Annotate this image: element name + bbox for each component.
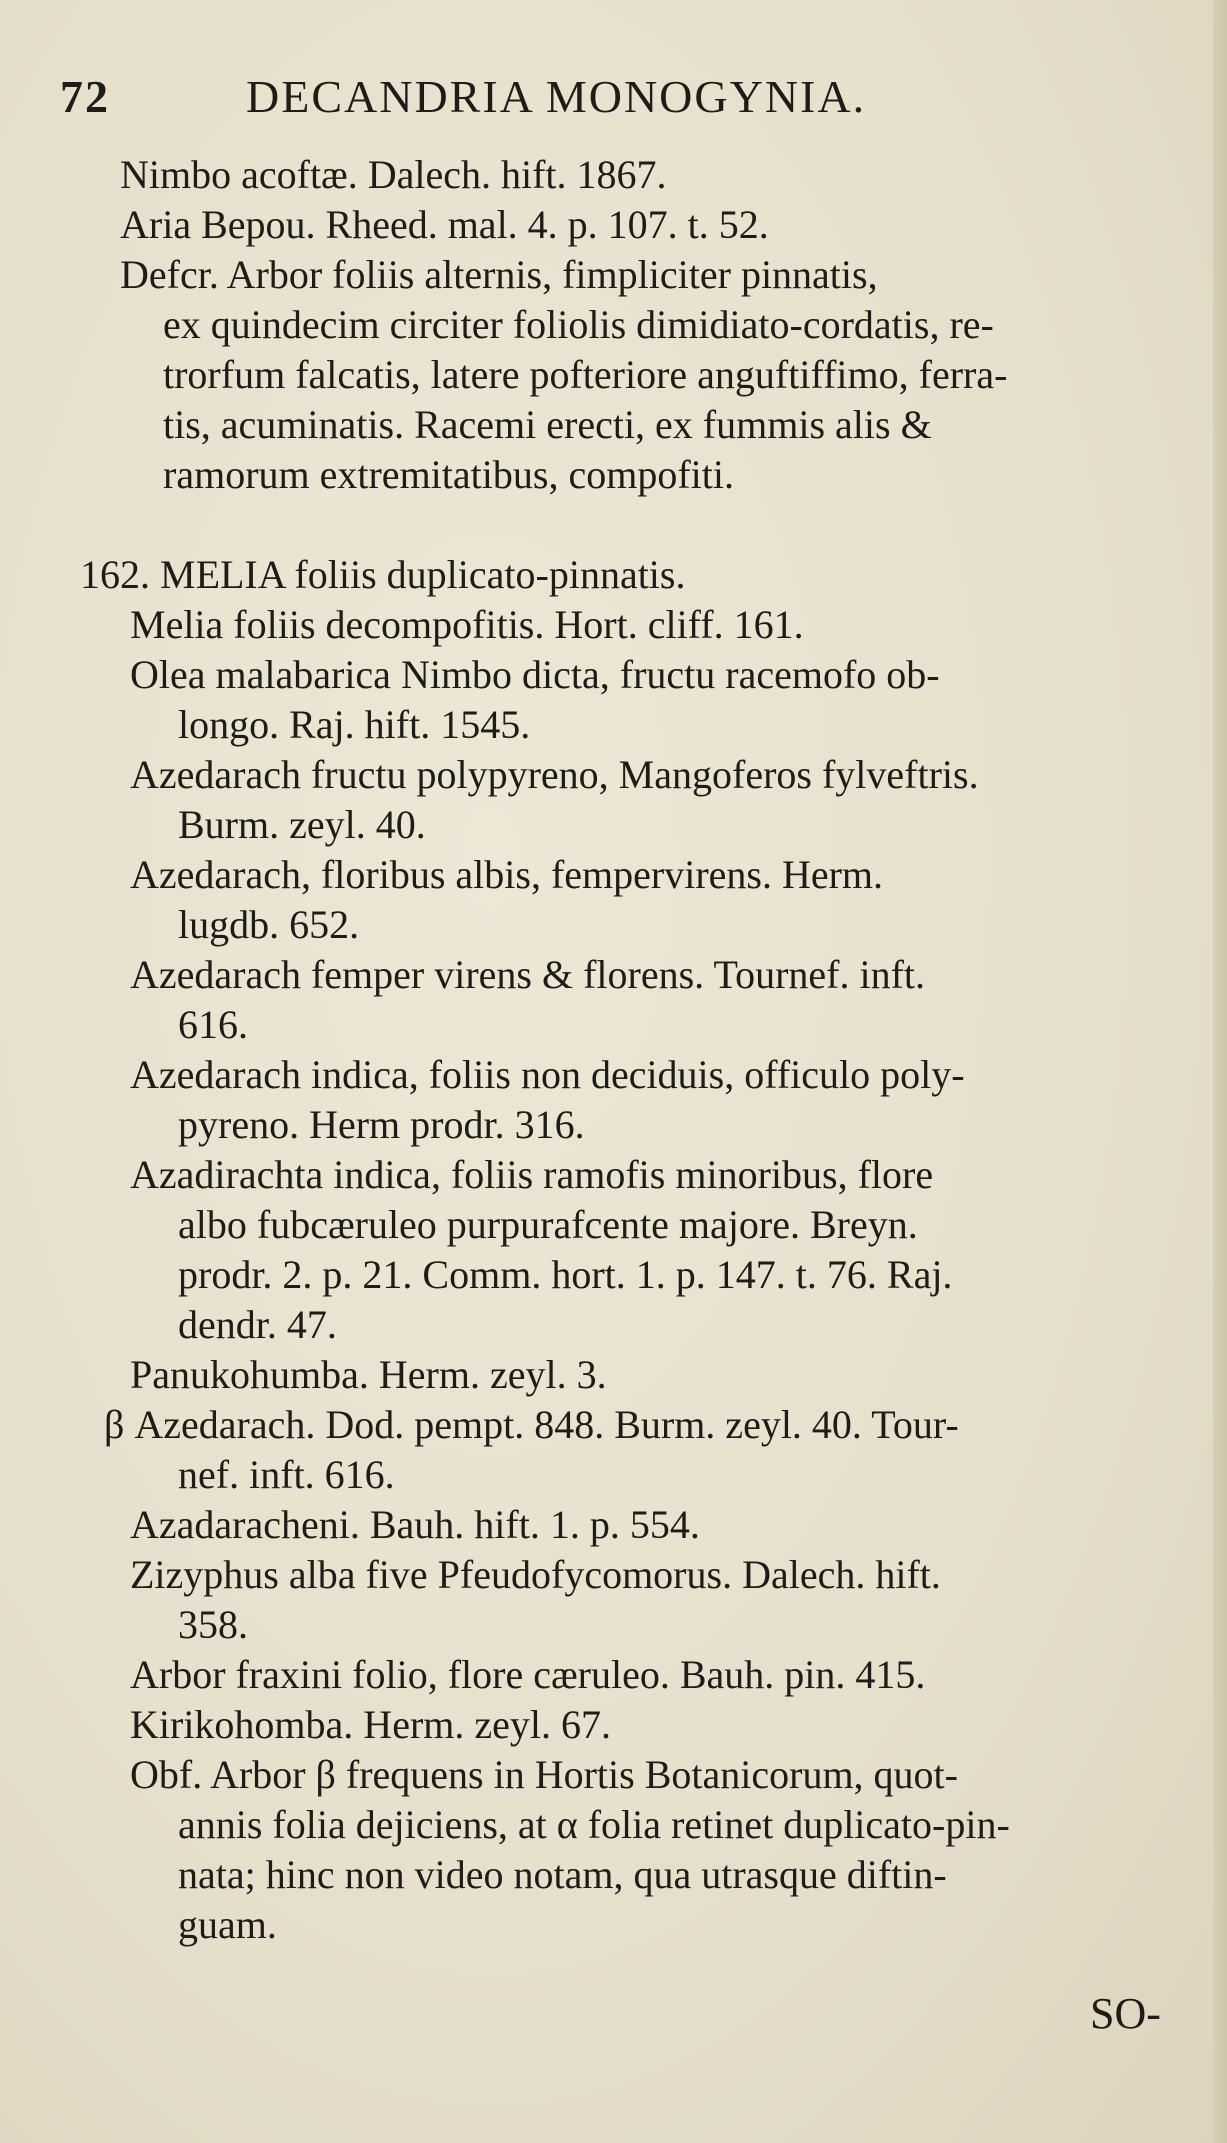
text-line: dendr. 47. — [178, 1302, 337, 1347]
text-line: Kirikohomba. Herm. zeyl. 67. — [130, 1702, 611, 1747]
text-line: Aria Bepou. Rheed. mal. 4. p. 107. t. 52. — [120, 202, 769, 247]
text-line: Nimbo acoftæ. Dalech. hift. 1867. — [120, 152, 667, 197]
text-line: nef. inft. 616. — [178, 1452, 395, 1497]
text-line: annis folia dejiciens, at α folia retinet duplicato-pin- — [178, 1802, 1010, 1847]
page-number: 72 — [60, 71, 110, 122]
running-header — [60, 70, 1180, 130]
text-line: Azedarach, floribus albis, fempervirens. Herm. — [130, 852, 884, 897]
text-line: Azadaracheni. Bauh. hift. 1. p. 554. — [130, 1502, 700, 1547]
text-line: Arbor fraxini folio, flore cæruleo. Bauh. pin. 415. — [130, 1652, 926, 1697]
text-line: Azedarach femper virens & florens. Tournef. inft. — [130, 952, 926, 997]
text-line: albo fubcæruleo purpurafcente majore. Breyn. — [178, 1202, 918, 1247]
text-line: prodr. 2. p. 21. Comm. hort. 1. p. 147. t. 76. Raj. — [178, 1252, 953, 1297]
text-line: Azadirachta indica, foliis ramofis minoribus, flore — [130, 1152, 934, 1197]
text-line: longo. Raj. hift. 1545. — [178, 702, 531, 747]
text-line: nata; hinc non video notam, qua utrasque diftin- — [178, 1852, 947, 1897]
text-line: β Azedarach. Dod. pempt. 848. Burm. zeyl. 40. Tour- — [104, 1402, 959, 1447]
text-line: pyreno. Herm prodr. 316. — [178, 1102, 585, 1147]
text-line: 358. — [178, 1602, 248, 1647]
text-line: Panukohumba. Herm. zeyl. 3. — [130, 1352, 607, 1397]
page-edge — [1213, 0, 1227, 2143]
text-line: 616. — [178, 1002, 248, 1047]
text-line: ramorum extremitatibus, compofiti. — [163, 452, 734, 497]
text-line: Azedarach indica, foliis non deciduis, officulo poly- — [130, 1052, 965, 1097]
text-line: 162. MELIA foliis duplicato-pinnatis. — [80, 552, 686, 597]
text-line: tis, acuminatis. Racemi erecti, ex fummis alis & — [163, 402, 932, 447]
text-line: Azedarach fructu polypyreno, Mangoferos fylveftris. — [130, 752, 979, 797]
text-line: Burm. zeyl. 40. — [178, 802, 426, 847]
text-line: Defcr. Arbor foliis alternis, fimpliciter pinnatis, — [120, 252, 878, 297]
text-line: trorfum falcatis, latere pofteriore anguftiffimo, ferra- — [163, 352, 1008, 397]
text-line: Obf. Arbor β frequens in Hortis Botanicorum, quot- — [130, 1752, 958, 1797]
text-line: Olea malabarica Nimbo dicta, fructu racemofo ob- — [130, 652, 940, 697]
catchword: SO- — [1090, 1989, 1161, 2038]
text-line: ex quindecim circiter foliolis dimidiato-cordatis, re- — [163, 302, 994, 347]
text-line: guam. — [178, 1902, 277, 1947]
page-title: DECANDRIA MONOGYNIA. — [246, 71, 867, 122]
text-line: lugdb. 652. — [178, 902, 360, 947]
text-line: Zizyphus alba five Pfeudofycomorus. Dalech. hift. — [130, 1552, 941, 1597]
text-line: Melia foliis decompofitis. Hort. cliff. 161. — [130, 602, 804, 647]
